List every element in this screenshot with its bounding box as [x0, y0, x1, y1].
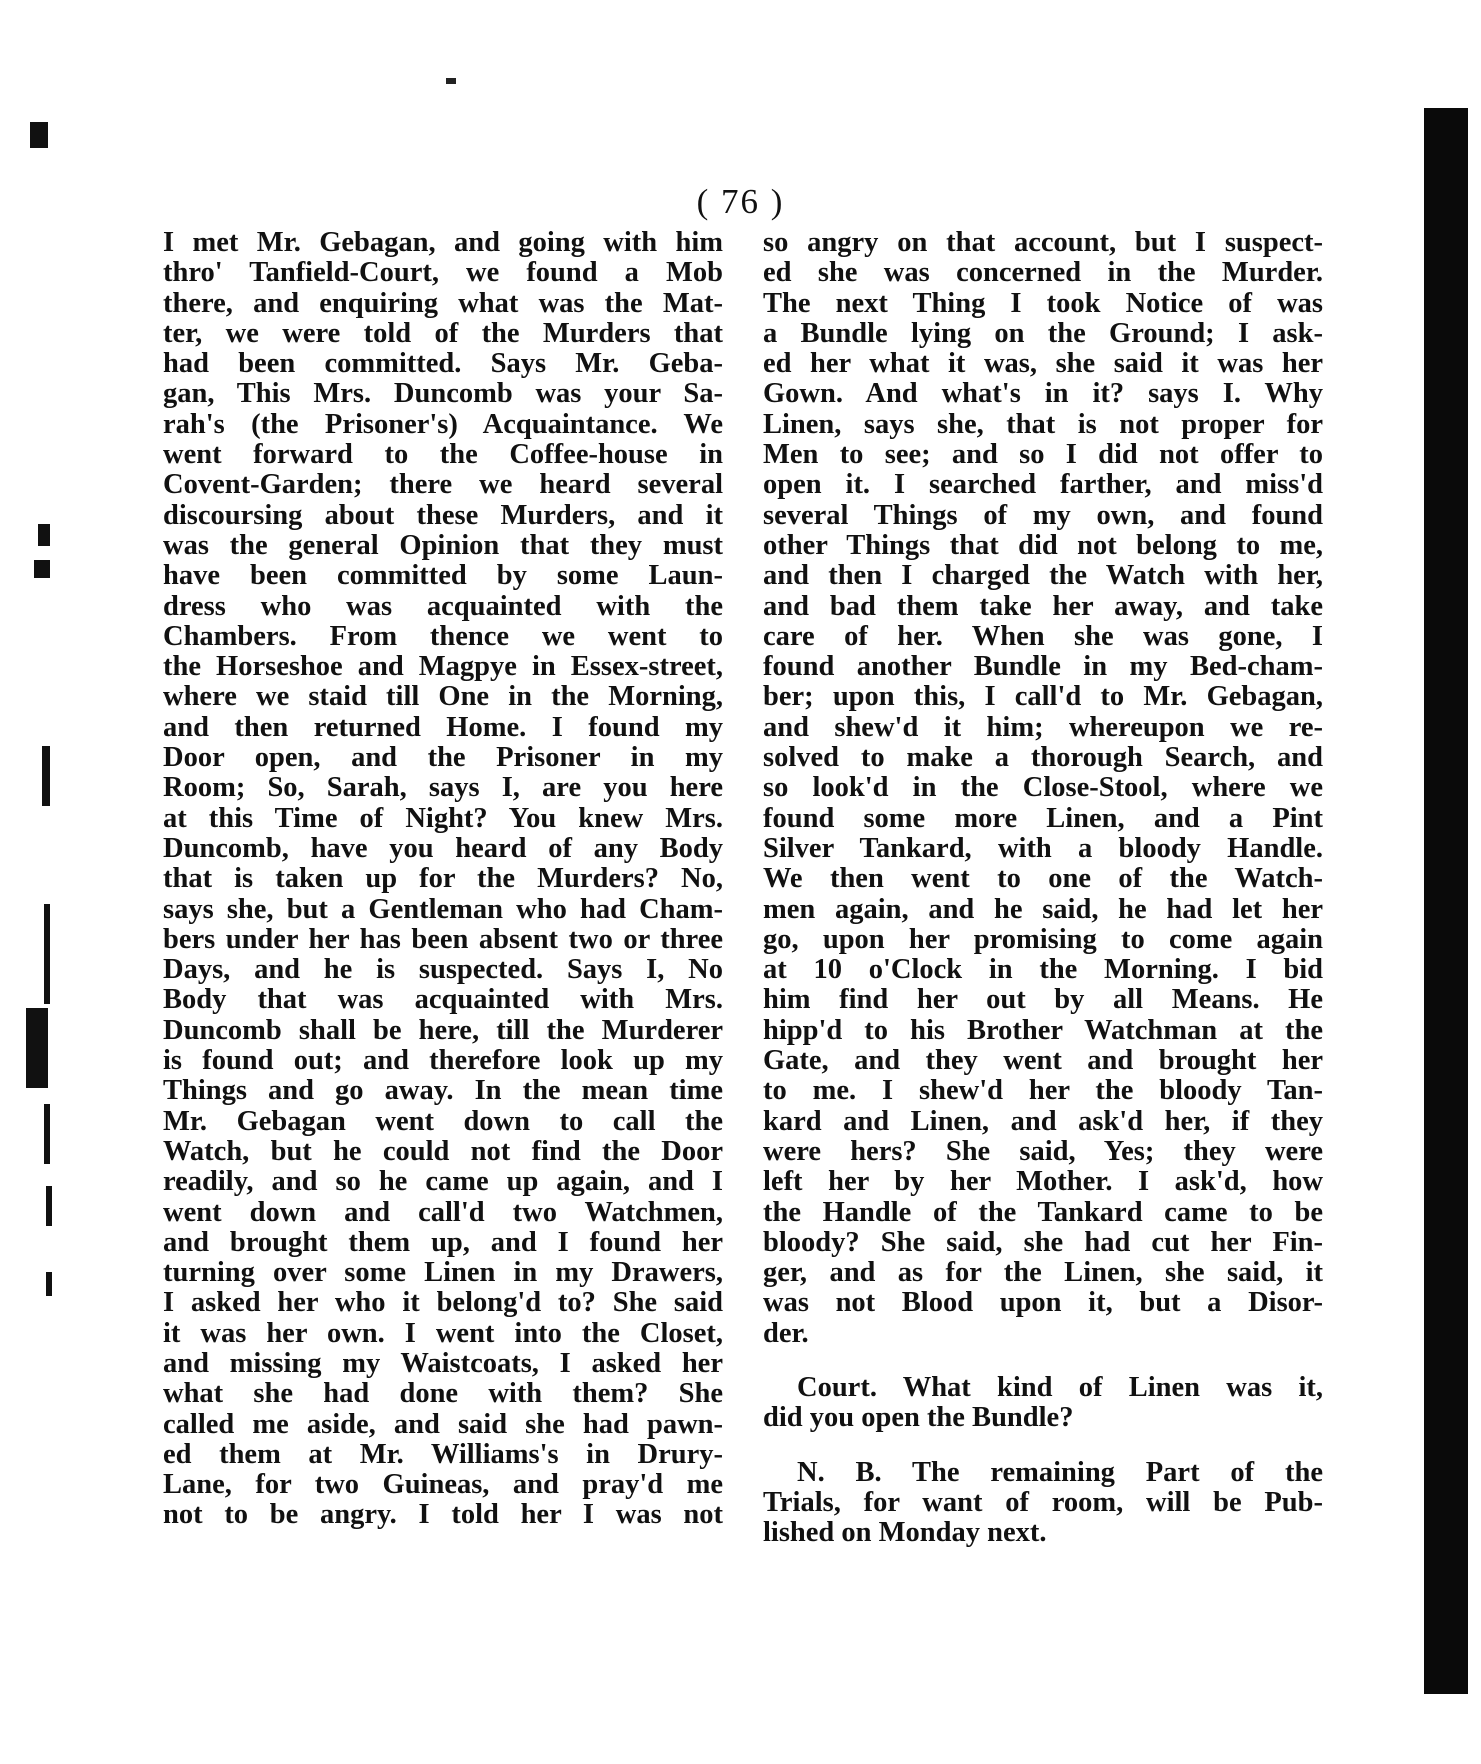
text-line: gan, This Mrs. Duncomb was your Sa-: [163, 378, 723, 410]
text-line: there, and enquiring what was the Mat-: [163, 287, 723, 319]
text-line: open it. I searched farther, and miss'd: [763, 469, 1323, 501]
binding-mark: [42, 746, 50, 806]
text-line: Men to see; and so I did not offer to: [763, 439, 1323, 471]
ink-speck: [446, 78, 456, 84]
text-line: and then returned Home. I found my: [163, 711, 723, 743]
text-line: was not Blood upon it, but a Disor-: [763, 1287, 1323, 1319]
binding-mark: [46, 1272, 52, 1296]
text-line: it was her own. I went into the Closet,: [163, 1317, 723, 1349]
text-line: men again, and he said, he had let her: [763, 893, 1323, 925]
text-line: Things and go away. In the mean time: [163, 1075, 723, 1107]
text-line: were hers? She said, Yes; they were: [763, 1135, 1323, 1167]
text-line: is found out; and therefore look up my: [163, 1045, 723, 1077]
binding-mark: [34, 560, 50, 578]
text-line: Room; So, Sarah, says I, are you here: [163, 772, 723, 804]
binding-mark: [38, 524, 50, 546]
text-line: ger, and as for the Linen, she said, it: [763, 1257, 1323, 1289]
binding-mark: [46, 1186, 52, 1226]
text-line: bloody? She said, she had cut her Fin-: [763, 1226, 1323, 1258]
text-line: We then went to one of the Watch-: [763, 863, 1323, 895]
text-line: turning over some Linen in my Drawers,: [163, 1257, 723, 1289]
text-line: so angry on that account, but I suspect-: [763, 227, 1323, 258]
binding-mark: [44, 1104, 50, 1164]
text-line: found some more Linen, and a Pint: [763, 802, 1323, 834]
text-line: go, upon her promising to come again: [763, 923, 1323, 955]
binding-mark: [44, 904, 50, 1004]
text-line: care of her. When she was gone, I: [763, 620, 1323, 652]
text-line: ed her what it was, she said it was her: [763, 348, 1323, 380]
text-line: to me. I shew'd her the bloody Tan-: [763, 1075, 1323, 1107]
text-line: discoursing about these Murders, and it: [163, 499, 723, 531]
text-line: kard and Linen, and ask'd her, if they: [763, 1105, 1323, 1137]
text-line: der.: [763, 1317, 809, 1349]
text-line: Court. What kind of Linen was it,: [797, 1371, 1323, 1403]
text-line: Chambers. From thence we went to: [163, 620, 723, 652]
text-line: Linen, says she, that is not proper for: [763, 408, 1323, 440]
text-line: dress who was acquainted with the: [163, 590, 723, 622]
text-line: left her by her Mother. I ask'd, how: [763, 1166, 1323, 1198]
text-line: Duncomb shall be here, till the Murderer: [163, 1014, 723, 1046]
text-line: Watch, but he could not find the Door: [163, 1135, 723, 1167]
binding-mark: [26, 1008, 48, 1088]
text-line: had been committed. Says Mr. Geba-: [163, 348, 723, 380]
text-line: Lane, for two Guineas, and pray'd me: [163, 1469, 723, 1501]
text-line: I asked her who it belong'd to? She said: [163, 1287, 723, 1319]
text-line: Mr. Gebagan went down to call the: [163, 1105, 723, 1137]
text-line: Silver Tankard, with a bloody Handle.: [763, 832, 1323, 864]
text-line: readily, and so he came up again, and I: [163, 1166, 723, 1198]
text-line: Gown. And what's in it? says I. Why: [763, 378, 1323, 410]
text-line: Gate, and they went and brought her: [763, 1045, 1323, 1077]
text-line: him find her out by all Means. He: [763, 984, 1323, 1016]
text-line: Covent-Garden; there we heard several: [163, 469, 723, 501]
binding-mark: [30, 122, 48, 148]
text-line: solved to make a thorough Search, and: [763, 742, 1323, 774]
text-line: Body that was acquainted with Mrs.: [163, 984, 723, 1016]
text-line: other Things that did not belong to me,: [763, 529, 1323, 561]
text-line: Door open, and the Prisoner in my: [163, 742, 723, 774]
text-line: Duncomb, have you heard of any Body: [163, 832, 723, 864]
paragraph-gap: [763, 1349, 1323, 1373]
text-line: The next Thing I took Notice of was: [763, 287, 1323, 319]
text-line: that is taken up for the Murders? No,: [163, 863, 723, 895]
text-line: found another Bundle in my Bed-cham-: [763, 651, 1323, 683]
right-column: [763, 228, 1323, 1548]
text-line: where we staid till One in the Morning,: [163, 681, 723, 713]
text-line: Days, and he is suspected. Says I, No: [163, 954, 723, 986]
text-line: at this Time of Night? You knew Mrs.: [163, 802, 723, 834]
text-line: ed them at Mr. Williams's in Drury-: [163, 1438, 723, 1470]
text-line: the Handle of the Tankard came to be: [763, 1196, 1323, 1228]
text-line: and then I charged the Watch with her,: [763, 560, 1323, 592]
text-line: N. B. The remaining Part of the: [797, 1456, 1323, 1488]
text-line: called me aside, and said she had pawn-: [163, 1408, 723, 1440]
text-line: went down and call'd two Watchmen,: [163, 1196, 723, 1228]
text-line: have been committed by some Laun-: [163, 560, 723, 592]
text-line: ter, we were told of the Murders that: [163, 317, 723, 349]
text-line: Trials, for want of room, will be Pub-: [763, 1486, 1323, 1518]
text-line: a Bundle lying on the Ground; I ask-: [763, 317, 1323, 349]
text-line: bers under her has been absent two or three: [163, 923, 723, 955]
text-line: what she had done with them? She: [163, 1378, 723, 1410]
text-line: went forward to the Coffee-house in: [163, 439, 723, 471]
text-line: and missing my Waistcoats, I asked her: [163, 1347, 723, 1379]
text-line: says she, but a Gentleman who had Cham-: [163, 893, 723, 925]
text-line: did you open the Bundle?: [763, 1402, 1074, 1434]
text-line: ed she was concerned in the Murder.: [763, 257, 1323, 289]
page-edge-shadow: [1424, 108, 1468, 1694]
text-line: lished on Monday next.: [763, 1517, 1047, 1549]
text-line: at 10 o'Clock in the Morning. I bid: [763, 954, 1323, 986]
text-line: I met Mr. Gebagan, and going with him: [163, 227, 723, 258]
text-line: and brought them up, and I found her: [163, 1226, 723, 1258]
text-line: rah's (the Prisoner's) Acquaintance. We: [163, 408, 723, 440]
page-number: ( 76 ): [696, 182, 785, 221]
text-line: and bad them take her away, and take: [763, 590, 1323, 622]
paragraph-gap: [763, 1434, 1323, 1458]
text-line: several Things of my own, and found: [763, 499, 1323, 531]
text-line: hipp'd to his Brother Watchman at the: [763, 1014, 1323, 1046]
text-line: ber; upon this, I call'd to Mr. Gebagan,: [763, 681, 1323, 713]
text-line: and shew'd it him; whereupon we re-: [763, 711, 1323, 743]
text-line: so look'd in the Close-Stool, where we: [763, 772, 1323, 804]
text-line: the Horseshoe and Magpye in Essex-street,: [163, 651, 723, 683]
left-column: [163, 228, 723, 1531]
text-line: not to be angry. I told her I was not: [163, 1499, 723, 1531]
text-line: was the general Opinion that they must: [163, 529, 723, 561]
text-line: thro' Tanfield-Court, we found a Mob: [163, 257, 723, 289]
